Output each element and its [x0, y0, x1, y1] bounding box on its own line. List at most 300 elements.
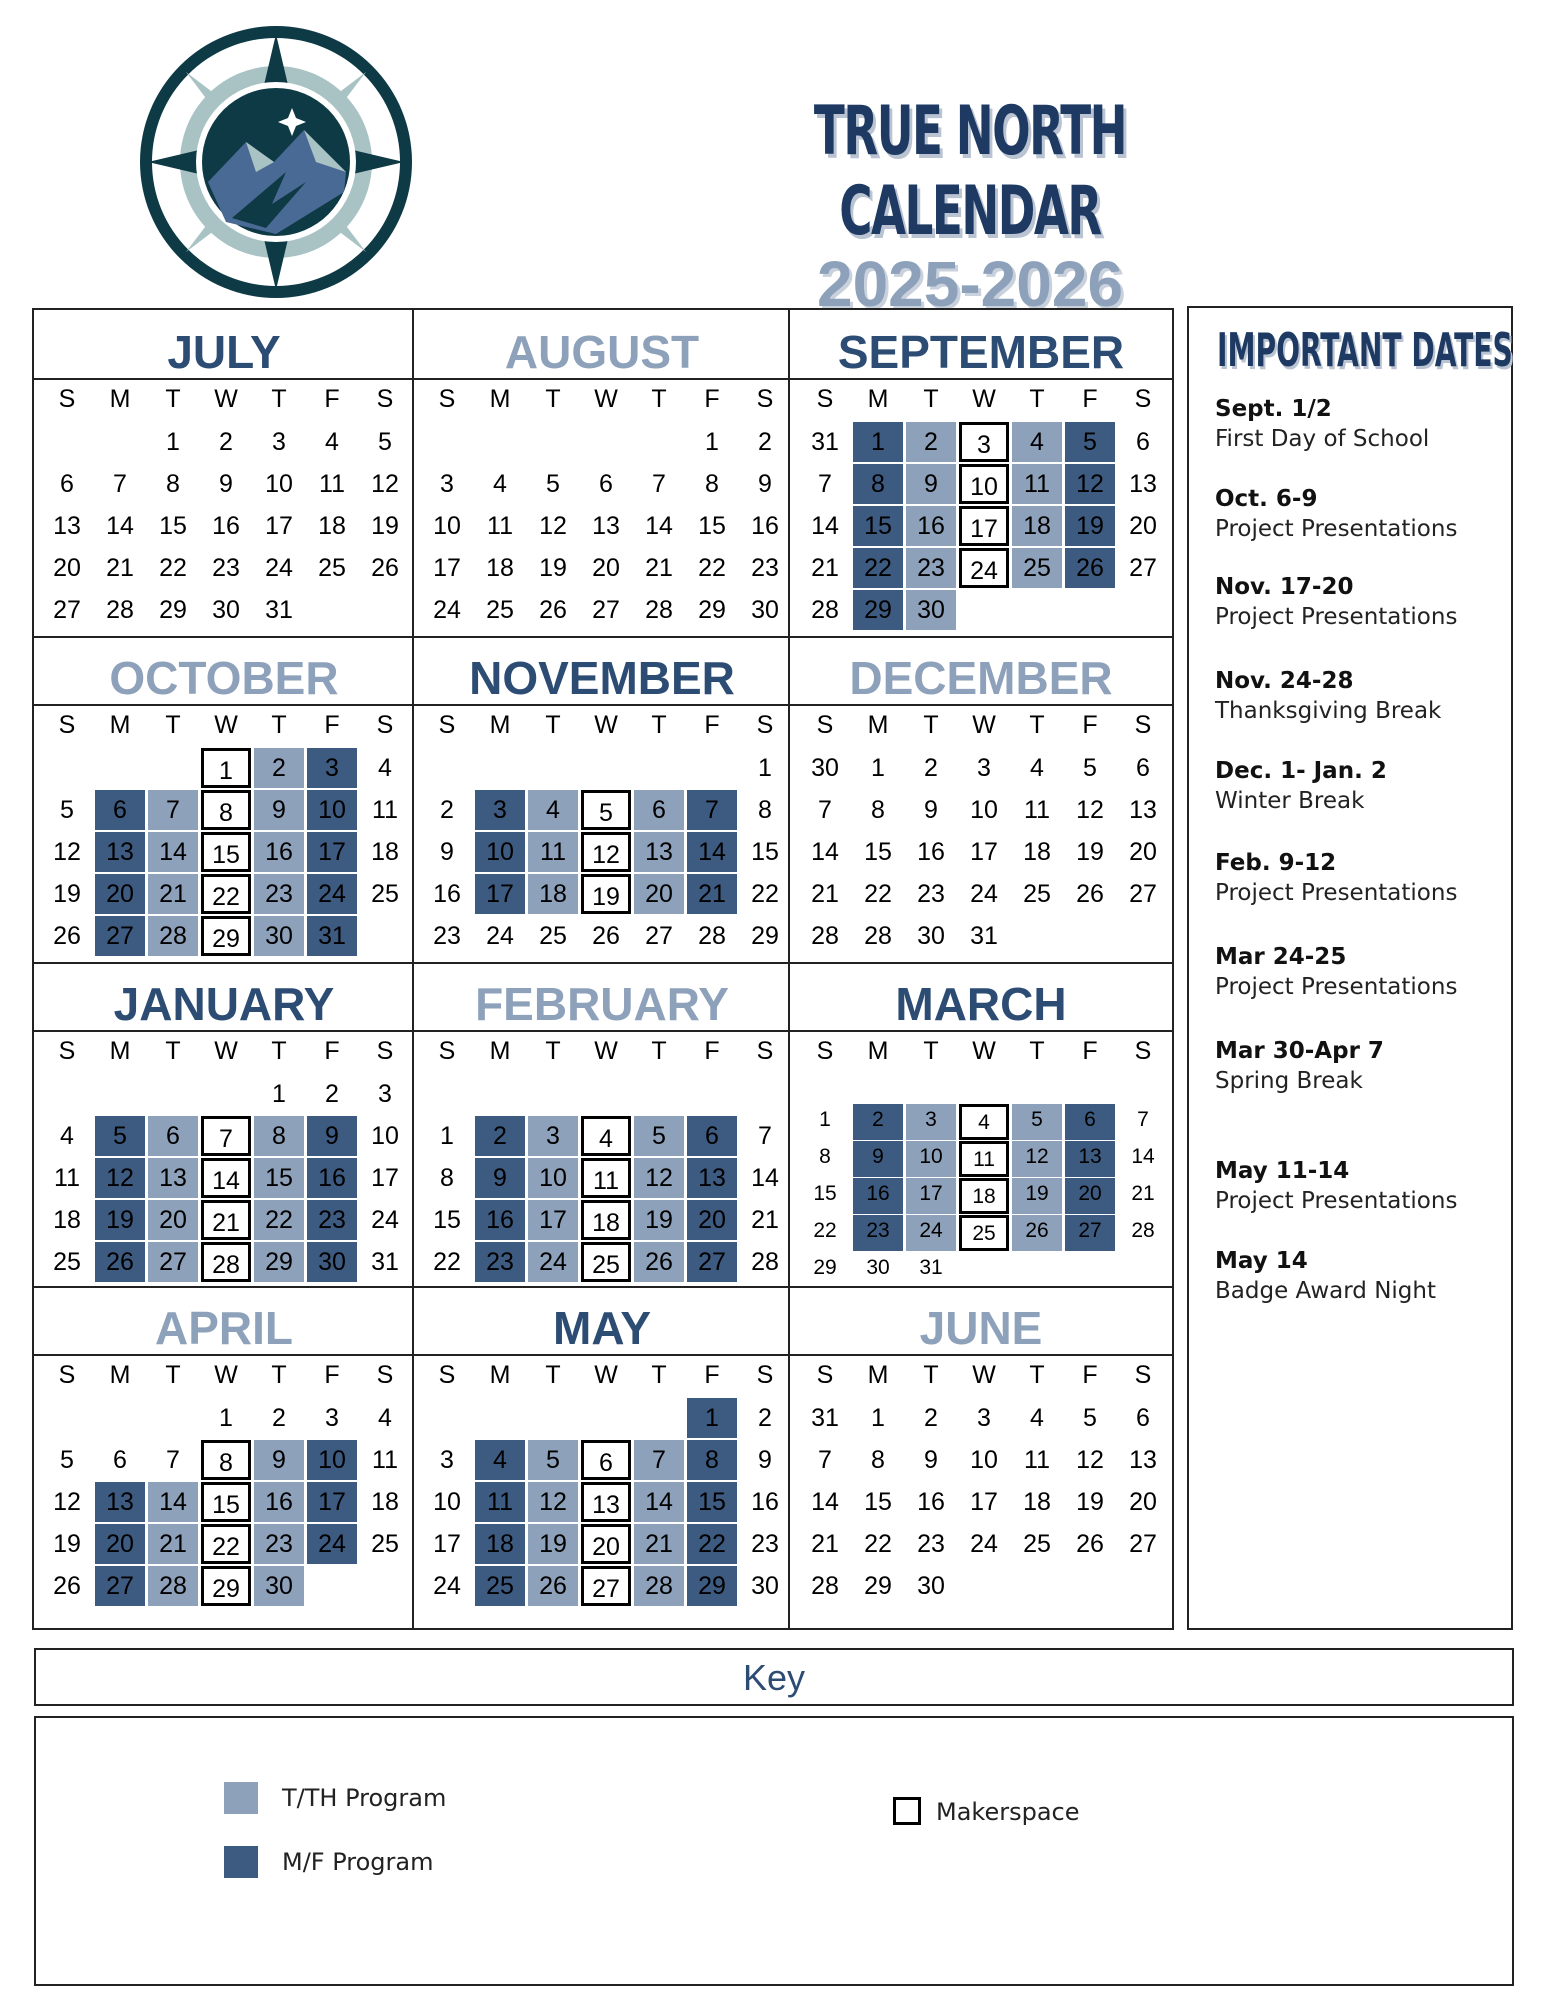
day-cell: 10	[970, 1446, 998, 1474]
day-cell: 15	[864, 838, 892, 866]
day-cell: 9	[758, 470, 772, 498]
column-divider	[412, 310, 414, 1630]
day-cell: 2	[325, 1080, 339, 1108]
makerspace-day: 11	[581, 1158, 631, 1198]
day-cell: 8	[871, 796, 885, 824]
month-december	[790, 636, 1172, 962]
program-day: 12	[1012, 1141, 1062, 1177]
weekday-label: W	[594, 1037, 618, 1065]
makerspace-day: 29	[201, 1566, 251, 1606]
weekday-label: W	[972, 385, 996, 413]
weekday-label: S	[438, 1037, 456, 1065]
day-cell: 27	[592, 596, 620, 624]
day-cell: 6	[1136, 1404, 1150, 1432]
weekday-label: T	[165, 1361, 181, 1389]
program-day: 3	[906, 1104, 956, 1140]
day-cell: 8	[440, 1164, 454, 1192]
day-cell: 1	[272, 1080, 286, 1108]
program-day: 17	[906, 1178, 956, 1214]
day-cell: 7	[818, 796, 832, 824]
weekday-label: M	[489, 711, 511, 739]
day-cell: 21	[811, 554, 839, 582]
program-day: 17	[307, 1482, 357, 1522]
program-day: 24	[528, 1242, 578, 1282]
event-name: Thanksgiving Break	[1215, 698, 1442, 724]
day-cell: 16	[212, 512, 240, 540]
weekday-label: T	[545, 1361, 561, 1389]
day-cell: 1	[871, 1404, 885, 1432]
weekday-label: S	[756, 711, 774, 739]
day-cell: 26	[371, 554, 399, 582]
day-cell: 15	[751, 838, 779, 866]
day-cell: 27	[1129, 880, 1157, 908]
program-day: 3	[307, 748, 357, 788]
day-cell: 30	[751, 596, 779, 624]
program-day: 17	[528, 1200, 578, 1240]
day-cell: 18	[53, 1206, 81, 1234]
day-cell: 12	[371, 470, 399, 498]
day-cell: 6	[599, 470, 613, 498]
weekday-label: S	[376, 385, 394, 413]
day-cell: 16	[433, 880, 461, 908]
weekday-label: F	[324, 711, 340, 739]
weekday-label: F	[1082, 711, 1098, 739]
day-cell: 28	[811, 596, 839, 624]
event-date: May 11-14	[1215, 1158, 1350, 1184]
program-day: 21	[148, 874, 198, 914]
day-cell: 5	[546, 470, 560, 498]
event-date: May 14	[1215, 1248, 1308, 1274]
weekday-label: S	[816, 711, 834, 739]
day-cell: 24	[371, 1206, 399, 1234]
day-cell: 31	[811, 428, 839, 456]
day-cell: 31	[265, 596, 293, 624]
program-day: 8	[254, 1116, 304, 1156]
program-day: 5	[1012, 1104, 1062, 1140]
program-day: 3	[528, 1116, 578, 1156]
month-march	[790, 962, 1172, 1286]
day-cell: 19	[53, 1530, 81, 1558]
day-cell: 6	[1136, 754, 1150, 782]
day-cell: 3	[272, 428, 286, 456]
event-name: Project Presentations	[1215, 516, 1458, 542]
day-cell: 13	[1129, 1446, 1157, 1474]
program-day: 27	[95, 1566, 145, 1606]
day-cell: 28	[645, 596, 673, 624]
weekday-label: T	[923, 1361, 939, 1389]
program-day: 13	[687, 1158, 737, 1198]
program-day: 5	[634, 1116, 684, 1156]
weekday-label: W	[214, 385, 238, 413]
weekday-label: S	[376, 711, 394, 739]
program-day: 6	[95, 790, 145, 830]
weekday-label: F	[324, 1361, 340, 1389]
day-cell: 14	[106, 512, 134, 540]
weekday-label: T	[271, 1037, 287, 1065]
day-cell: 28	[811, 1572, 839, 1600]
day-cell: 15	[813, 1182, 837, 1205]
program-day: 16	[853, 1178, 903, 1214]
day-cell: 1	[871, 754, 885, 782]
program-day: 9	[475, 1158, 525, 1198]
program-day: 27	[95, 916, 145, 956]
day-cell: 9	[440, 838, 454, 866]
day-cell: 25	[1023, 1530, 1051, 1558]
weekday-label: M	[867, 711, 889, 739]
day-cell: 25	[318, 554, 346, 582]
day-cell: 11	[319, 470, 345, 498]
day-cell: 6	[1136, 428, 1150, 456]
program-day: 9	[307, 1116, 357, 1156]
day-cell: 31	[970, 922, 998, 950]
makerspace-day: 15	[201, 1482, 251, 1522]
true-north-logo	[136, 22, 416, 302]
day-cell: 27	[53, 596, 81, 624]
program-day: 24	[307, 874, 357, 914]
day-cell: 9	[758, 1446, 772, 1474]
makerspace-day: 22	[201, 874, 251, 914]
weekday-label: T	[165, 385, 181, 413]
day-cell: 9	[924, 796, 938, 824]
weekday-label: T	[923, 385, 939, 413]
day-cell: 24	[970, 880, 998, 908]
program-day: 29	[254, 1242, 304, 1282]
weekday-label: M	[109, 1037, 131, 1065]
program-day: 26	[1065, 548, 1115, 588]
weekday-label: T	[165, 711, 181, 739]
day-cell: 1	[166, 428, 180, 456]
day-cell: 29	[864, 1572, 892, 1600]
day-cell: 22	[813, 1219, 837, 1242]
weekday-label: M	[489, 1037, 511, 1065]
program-day: 30	[254, 916, 304, 956]
day-cell: 28	[106, 596, 134, 624]
important-date-entry	[1215, 756, 1513, 816]
day-cell: 9	[924, 1446, 938, 1474]
day-cell: 25	[1023, 880, 1051, 908]
column-divider	[788, 310, 790, 1630]
program-day: 31	[307, 916, 357, 956]
program-day: 6	[1065, 1104, 1115, 1140]
day-cell: 21	[751, 1206, 779, 1234]
program-day: 27	[1065, 1215, 1115, 1251]
day-cell: 23	[751, 554, 779, 582]
day-cell: 23	[433, 922, 461, 950]
weekday-label: T	[545, 385, 561, 413]
month-name: NOVEMBER	[414, 636, 790, 706]
month-november	[414, 636, 790, 962]
program-day: 9	[906, 464, 956, 504]
program-day: 5	[528, 1440, 578, 1480]
program-day: 8	[687, 1440, 737, 1480]
day-cell: 4	[378, 754, 392, 782]
important-date-entry	[1215, 572, 1513, 632]
day-cell: 13	[1129, 470, 1157, 498]
weekday-label: S	[816, 1037, 834, 1065]
day-cell: 25	[539, 922, 567, 950]
day-cell: 20	[1129, 512, 1157, 540]
program-day: 27	[687, 1242, 737, 1282]
day-cell: 8	[758, 796, 772, 824]
program-day: 16	[906, 506, 956, 546]
makerspace-swatch	[893, 1797, 921, 1825]
day-cell: 2	[219, 428, 233, 456]
row-divider	[34, 636, 1172, 638]
day-cell: 18	[1023, 838, 1051, 866]
program-day: 4	[1012, 422, 1062, 462]
program-day: 21	[687, 874, 737, 914]
program-day: 23	[254, 874, 304, 914]
day-cell: 4	[1030, 754, 1044, 782]
event-name: Project Presentations	[1215, 974, 1458, 1000]
program-day: 25	[1012, 548, 1062, 588]
program-day: 5	[1065, 422, 1115, 462]
day-cell: 3	[977, 1404, 991, 1432]
day-cell: 11	[54, 1164, 80, 1192]
day-cell: 20	[53, 554, 81, 582]
program-day: 3	[475, 790, 525, 830]
program-day: 13	[634, 832, 684, 872]
day-cell: 14	[811, 512, 839, 540]
day-cell: 29	[159, 596, 187, 624]
program-day: 20	[687, 1200, 737, 1240]
day-cell: 30	[917, 922, 945, 950]
day-cell: 17	[433, 554, 461, 582]
makerspace-day: 13	[581, 1482, 631, 1522]
event-name: Badge Award Night	[1215, 1278, 1436, 1304]
program-day: 9	[254, 790, 304, 830]
weekday-label: S	[438, 1361, 456, 1389]
weekday-label: S	[58, 385, 76, 413]
program-day: 28	[148, 1566, 198, 1606]
program-day: 18	[528, 874, 578, 914]
program-day: 8	[853, 464, 903, 504]
month-may	[414, 1286, 790, 1632]
program-day: 16	[307, 1158, 357, 1198]
tth-label: T/TH Program	[282, 1784, 447, 1812]
program-day: 21	[634, 1524, 684, 1564]
day-cell: 2	[758, 428, 772, 456]
day-cell: 15	[433, 1206, 461, 1234]
event-name: Project Presentations	[1215, 1188, 1458, 1214]
program-day: 30	[254, 1566, 304, 1606]
day-cell: 18	[371, 1488, 399, 1516]
program-day: 6	[634, 790, 684, 830]
event-name: Project Presentations	[1215, 604, 1458, 630]
event-date: Dec. 1- Jan. 2	[1215, 758, 1387, 784]
program-day: 26	[1012, 1215, 1062, 1251]
day-cell: 18	[371, 838, 399, 866]
event-date: Nov. 17-20	[1215, 574, 1354, 600]
weekday-label: S	[816, 385, 834, 413]
program-day: 23	[307, 1200, 357, 1240]
weekday-label: S	[438, 385, 456, 413]
day-cell: 23	[917, 880, 945, 908]
event-date: Mar 30-Apr 7	[1215, 1038, 1384, 1064]
makerspace-day: 5	[581, 790, 631, 830]
program-day: 15	[853, 506, 903, 546]
makerspace-day: 10	[959, 464, 1009, 504]
day-cell: 26	[539, 596, 567, 624]
weekday-label: T	[923, 1037, 939, 1065]
program-day: 23	[254, 1524, 304, 1564]
month-april	[34, 1286, 414, 1632]
makerspace-day: 17	[959, 506, 1009, 546]
day-cell: 30	[751, 1572, 779, 1600]
program-day: 2	[906, 422, 956, 462]
day-cell: 15	[159, 512, 187, 540]
day-cell: 14	[811, 1488, 839, 1516]
day-cell: 18	[486, 554, 514, 582]
weekday-label: S	[816, 1361, 834, 1389]
program-day: 4	[528, 790, 578, 830]
day-cell: 17	[265, 512, 293, 540]
day-cell: 14	[751, 1164, 779, 1192]
day-cell: 3	[325, 1404, 339, 1432]
day-cell: 21	[811, 1530, 839, 1558]
weekday-label: M	[109, 711, 131, 739]
important-date-entry	[1215, 1036, 1513, 1096]
makerspace-day: 12	[581, 832, 631, 872]
day-cell: 30	[917, 1572, 945, 1600]
program-day: 10	[906, 1141, 956, 1177]
program-day: 22	[853, 548, 903, 588]
weekday-label: F	[1082, 1361, 1098, 1389]
weekday-label: T	[651, 1037, 667, 1065]
important-date-entry	[1215, 666, 1513, 726]
day-cell: 27	[1129, 554, 1157, 582]
makerspace-label: Makerspace	[936, 1798, 1080, 1826]
important-date-entry	[1215, 942, 1513, 1002]
weekday-label: W	[594, 385, 618, 413]
day-cell: 16	[917, 1488, 945, 1516]
program-day: 6	[687, 1116, 737, 1156]
key-title: Key	[34, 1648, 1514, 1706]
row-divider	[34, 962, 1172, 964]
program-day: 20	[95, 874, 145, 914]
program-day: 30	[307, 1242, 357, 1282]
weekday-label: F	[324, 385, 340, 413]
program-day: 7	[634, 1440, 684, 1480]
month-name: AUGUST	[414, 310, 790, 380]
day-cell: 13	[592, 512, 620, 540]
day-cell: 14	[645, 512, 673, 540]
program-day: 11	[528, 832, 578, 872]
weekday-label: W	[972, 711, 996, 739]
program-day: 26	[95, 1242, 145, 1282]
event-date: Sept. 1/2	[1215, 396, 1332, 422]
day-cell: 17	[970, 838, 998, 866]
weekday-label: W	[594, 711, 618, 739]
program-day: 9	[853, 1141, 903, 1177]
program-day: 15	[254, 1158, 304, 1198]
weekday-label: M	[109, 385, 131, 413]
day-cell: 22	[864, 1530, 892, 1558]
program-day: 19	[634, 1200, 684, 1240]
event-name: Project Presentations	[1215, 880, 1458, 906]
program-day: 20	[634, 874, 684, 914]
weekday-label: M	[489, 385, 511, 413]
program-day: 13	[1065, 1141, 1115, 1177]
program-day: 7	[148, 790, 198, 830]
event-date: Nov. 24-28	[1215, 668, 1354, 694]
day-cell: 17	[970, 1488, 998, 1516]
day-cell: 13	[1129, 796, 1157, 824]
month-august	[414, 310, 790, 636]
day-cell: 5	[378, 428, 392, 456]
day-cell: 19	[1076, 1488, 1104, 1516]
weekday-label: S	[1134, 1037, 1152, 1065]
month-name: JULY	[34, 310, 414, 380]
day-cell: 19	[1076, 838, 1104, 866]
day-cell: 22	[433, 1248, 461, 1276]
weekday-label: S	[756, 385, 774, 413]
day-cell: 24	[433, 596, 461, 624]
day-cell: 1	[219, 1404, 233, 1432]
program-day: 9	[254, 1440, 304, 1480]
day-cell: 19	[53, 880, 81, 908]
program-day: 27	[148, 1242, 198, 1282]
makerspace-day: 25	[581, 1242, 631, 1282]
program-day: 16	[475, 1200, 525, 1240]
month-january	[34, 962, 414, 1286]
program-day: 24	[906, 1215, 956, 1251]
day-cell: 23	[917, 1530, 945, 1558]
day-cell: 13	[53, 512, 81, 540]
program-day: 16	[254, 832, 304, 872]
weekday-label: S	[1134, 385, 1152, 413]
day-cell: 20	[592, 554, 620, 582]
day-cell: 30	[212, 596, 240, 624]
day-cell: 12	[53, 838, 81, 866]
day-cell: 28	[811, 922, 839, 950]
weekday-label: F	[704, 385, 720, 413]
calendar-title	[600, 92, 1340, 320]
weekday-label: T	[1029, 385, 1045, 413]
day-cell: 1	[819, 1108, 831, 1131]
weekday-label: T	[651, 711, 667, 739]
makerspace-day: 15	[201, 832, 251, 872]
day-cell: 26	[53, 922, 81, 950]
program-day: 12	[634, 1158, 684, 1198]
row-divider	[34, 1286, 1172, 1288]
weekday-label: S	[756, 1361, 774, 1389]
important-date-entry	[1215, 1156, 1513, 1216]
makerspace-day: 6	[581, 1440, 631, 1480]
day-cell: 29	[813, 1256, 837, 1279]
day-cell: 2	[272, 1404, 286, 1432]
month-name: MAY	[414, 1286, 790, 1356]
weekday-label: S	[1134, 711, 1152, 739]
weekday-label: S	[1134, 1361, 1152, 1389]
makerspace-day: 3	[959, 422, 1009, 462]
mf-swatch	[224, 1846, 258, 1878]
weekday-label: S	[58, 1361, 76, 1389]
day-cell: 7	[1137, 1108, 1149, 1131]
program-day: 23	[475, 1242, 525, 1282]
program-day: 26	[528, 1566, 578, 1606]
day-cell: 9	[219, 470, 233, 498]
month-october	[34, 636, 414, 962]
day-cell: 16	[751, 512, 779, 540]
program-day: 28	[148, 916, 198, 956]
weekday-label: M	[867, 1361, 889, 1389]
day-cell: 29	[751, 922, 779, 950]
weekday-label: T	[271, 1361, 287, 1389]
program-day: 17	[475, 874, 525, 914]
program-day: 19	[1065, 506, 1115, 546]
program-day: 12	[528, 1482, 578, 1522]
